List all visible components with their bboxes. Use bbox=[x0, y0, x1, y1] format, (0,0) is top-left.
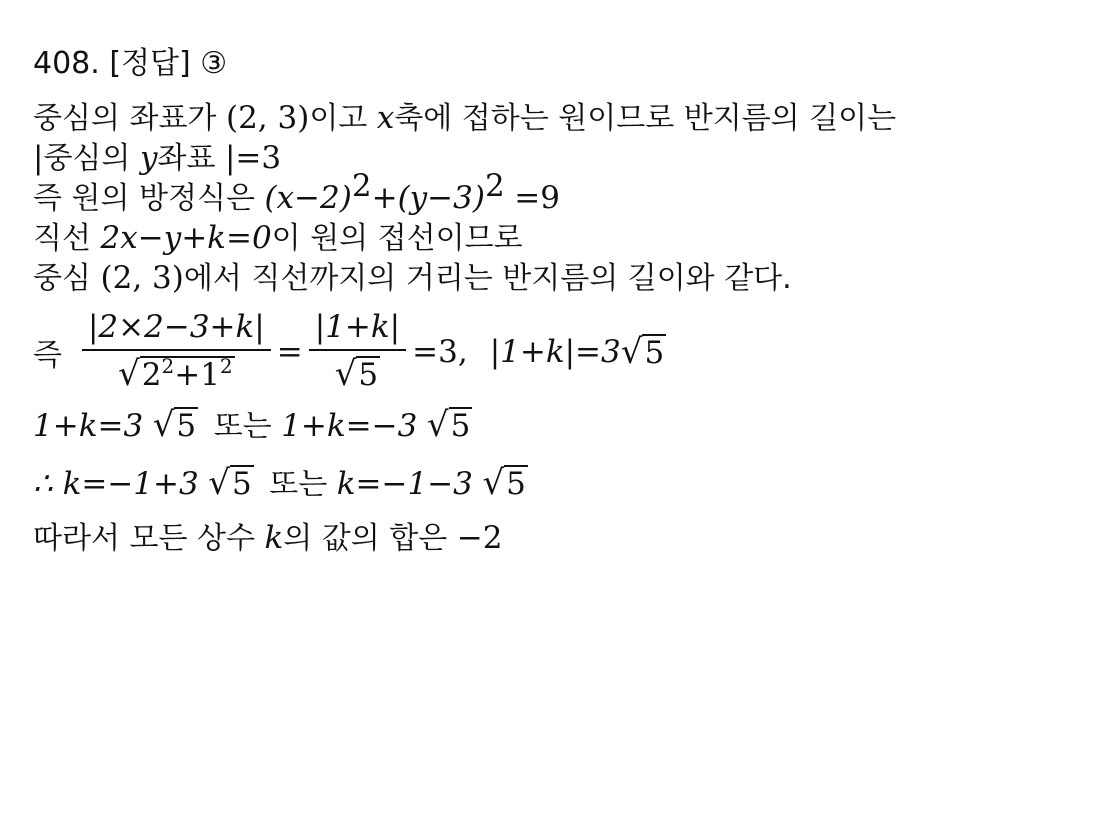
answer-choice: ③ bbox=[200, 46, 228, 81]
solution-text bbox=[33, 44, 1073, 558]
radicand: 5 bbox=[231, 466, 252, 502]
radical-sign: √ bbox=[208, 463, 230, 503]
math-bar: | bbox=[33, 140, 44, 176]
problem-header bbox=[33, 44, 1073, 84]
math-number: 2 bbox=[141, 357, 162, 393]
radicand: 5 bbox=[644, 335, 665, 371]
text-segment: 또는 bbox=[269, 467, 328, 502]
sqrt-expression bbox=[118, 356, 235, 392]
answer-tag: [정답] bbox=[109, 46, 191, 81]
math-equals: = bbox=[276, 334, 303, 370]
text-segment: 직선 bbox=[33, 221, 91, 256]
text-segment: 중심 bbox=[33, 261, 91, 296]
math-var: x bbox=[376, 100, 395, 136]
math-expression: |1+k|=3 bbox=[489, 334, 621, 370]
text-segment: 중심의 bbox=[43, 141, 131, 176]
problem-number: 408. bbox=[33, 46, 100, 81]
math-exponent: 2 bbox=[161, 354, 175, 378]
fraction-numerator: |1+k| bbox=[309, 309, 406, 351]
sqrt-expression bbox=[335, 356, 380, 392]
math-expression: ∴ k=−1+3 bbox=[33, 466, 199, 502]
text-segment: 따라서 모든 상수 bbox=[33, 521, 255, 556]
radicand: 5 bbox=[176, 408, 197, 444]
radical-sign: √ bbox=[334, 354, 357, 394]
math-expression: (x−2) bbox=[264, 180, 352, 216]
radicand: 5 bbox=[506, 466, 526, 502]
math-expression: +(y−3) bbox=[371, 180, 485, 216]
math-number: +1 bbox=[174, 357, 220, 393]
radical-sign: √ bbox=[118, 354, 140, 394]
solution-line-circle-eq bbox=[33, 168, 1073, 218]
math-expression: k=−1−3 bbox=[336, 466, 473, 502]
text-segment: 또는 bbox=[213, 409, 272, 444]
sqrt-expression bbox=[208, 465, 253, 501]
solution-line-cases bbox=[33, 406, 1073, 446]
fraction-denominator bbox=[112, 351, 241, 395]
math-exponent: 2 bbox=[484, 168, 505, 204]
text-segment: 의 값의 합은 bbox=[283, 521, 448, 556]
text-segment: 에서 직선까지의 거리는 반지름의 길이와 같다. bbox=[183, 261, 792, 296]
math-expression: 1+k=−3 bbox=[281, 408, 418, 444]
radical-sign: √ bbox=[426, 405, 449, 445]
math-exponent: 2 bbox=[219, 354, 233, 378]
text-segment: 즉 bbox=[33, 338, 62, 373]
solution-line-distance bbox=[33, 258, 1073, 298]
fraction-distance bbox=[82, 309, 271, 395]
solution-line-radius bbox=[33, 98, 1073, 138]
math-var: k bbox=[264, 520, 284, 556]
math-exponent: 2 bbox=[351, 168, 372, 204]
radical-sign: √ bbox=[482, 463, 505, 503]
math-expression: 2x−y+k=0 bbox=[100, 220, 272, 256]
solution-line-abs bbox=[33, 138, 1073, 178]
radicand: 5 bbox=[358, 357, 379, 393]
text-segment: 중심의 좌표가 bbox=[33, 101, 217, 136]
math-expression: =3, bbox=[412, 334, 468, 370]
fraction-numerator: |2×2−3+k| bbox=[82, 309, 271, 351]
solution-line-tangent bbox=[33, 218, 1073, 258]
sqrt-expression bbox=[153, 407, 198, 443]
solution-line-conclusion bbox=[33, 518, 1073, 558]
radical-sign: √ bbox=[620, 332, 643, 372]
final-answer: −2 bbox=[456, 520, 503, 556]
solution-line-k-values bbox=[33, 464, 1073, 504]
math-point: (2, 3) bbox=[100, 260, 184, 296]
text-segment: 이고 bbox=[309, 101, 368, 136]
solution-line-fraction bbox=[33, 304, 1073, 400]
math-expression: =9 bbox=[514, 180, 560, 216]
radicand bbox=[140, 356, 235, 392]
text-segment: 축에 접하는 원이므로 반지름의 길이는 bbox=[394, 101, 897, 136]
sqrt-expression bbox=[427, 407, 472, 443]
radicand: 5 bbox=[450, 408, 471, 444]
math-expression: 1+k=3 bbox=[33, 408, 144, 444]
text-segment: 이 원의 접선이므로 bbox=[271, 221, 523, 256]
fraction-simplified bbox=[309, 309, 406, 395]
sqrt-expression bbox=[621, 334, 666, 370]
radical-sign: √ bbox=[152, 405, 175, 445]
fraction-denominator bbox=[329, 351, 386, 395]
math-var: y bbox=[139, 140, 158, 176]
text-segment: 좌표 bbox=[157, 141, 216, 176]
math-point: (2, 3) bbox=[225, 100, 310, 136]
math-expression: |=3 bbox=[224, 140, 282, 176]
sqrt-expression bbox=[482, 465, 527, 501]
text-segment: 즉 원의 방정식은 bbox=[33, 181, 255, 216]
